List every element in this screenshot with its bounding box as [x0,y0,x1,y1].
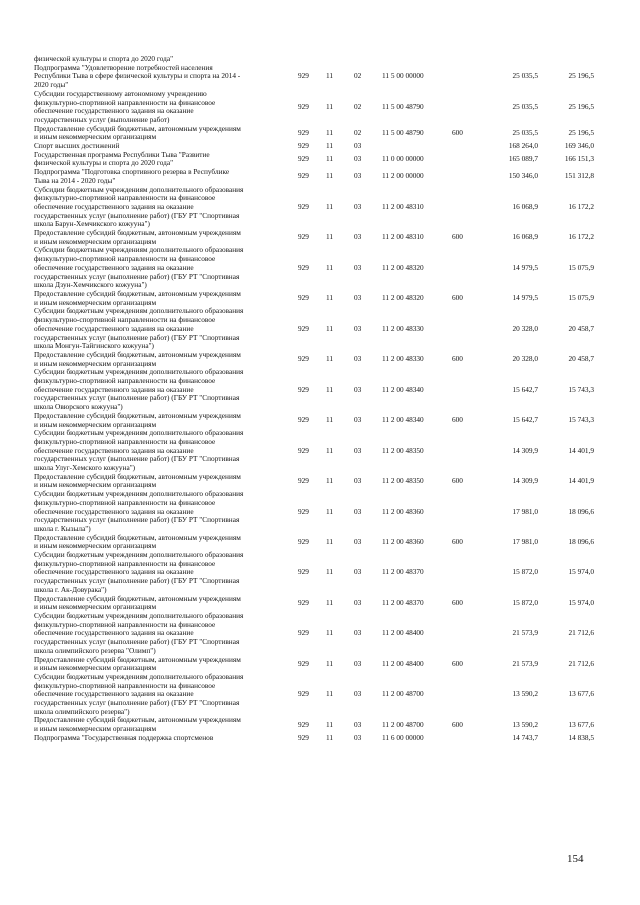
cell-amount-year1: 150 346,0 [508,171,538,181]
cell-grbs: 929 [298,506,309,516]
cell-amount-year1: 21 573,9 [512,628,538,638]
cell-amount-year1: 16 068,9 [512,201,538,211]
cell-section: 11 [326,354,334,364]
cell-amount-year2: 16 172,2 [568,232,594,242]
cell-target-article: 11 2 00 48370 [382,597,424,607]
row-name: Субсидии бюджетным учреждениям дополнительного образования физкультурно-спортивной направленности на финансовое обеспечение государственного задания на оказание государственных услуг (выполнение работ) (ГБУ РТ "Спортивная школа олимпийского резерва") [34,671,244,716]
table-row [34,412,594,429]
table-row [34,307,594,351]
row-name: Предоставление субсидий бюджетным, автономным учреждениям и иным некоммерческим организациям [34,532,241,551]
cell-subsection: 03 [354,445,362,455]
cell-grbs: 929 [298,658,309,668]
cell-amount-year2: 14 401,9 [568,445,594,455]
cell-target-article: 11 2 00 48400 [382,658,424,668]
cell-amount-year2: 20 458,7 [568,354,594,364]
cell-amount-year1: 14 979,5 [512,293,538,303]
cell-subsection: 03 [354,658,362,668]
row-name: Субсидии бюджетным учреждениям дополнительного образования физкультурно-спортивной направленности на финансовое обеспечение государственного задания на оказание государственных услуг (выполнение работ) (ГБУ РТ "Спортивная школа олимпийского резерва "Олимп") [34,611,244,655]
cell-section: 11 [326,127,334,137]
cell-section: 11 [326,506,334,516]
table-row [34,125,594,142]
cell-subsection: 03 [354,689,362,699]
table-row [34,612,594,656]
cell-amount-year2: 15 743,3 [568,415,594,425]
cell-grbs: 929 [298,154,309,164]
row-name: Субсидии бюджетным учреждениям дополнительного образования физкультурно-спортивной направленности на финансовое обеспечение государственного задания на оказание государственных услуг (выполнение работ) (ГБУ РТ "Спортивная школа г. Кызыла") [34,489,244,533]
cell-subsection: 03 [354,415,362,425]
cell-subsection: 03 [354,567,362,577]
row-name: физической культуры и спорта до 2020 года" [34,54,174,63]
row-name: Предоставление субсидий бюджетным, автономным учреждениям и иным некоммерческим организациям [34,654,241,673]
cell-target-article: 11 2 00 48360 [382,537,424,547]
cell-target-article: 11 2 00 48330 [382,323,424,333]
table-row [34,290,594,307]
cell-section: 11 [326,171,334,181]
page-number: 154 [567,853,584,865]
cell-amount-year2: 166 151,3 [564,154,594,164]
cell-grbs: 929 [298,171,309,181]
cell-target-article: 11 2 00 48310 [382,201,424,211]
cell-amount-year1: 20 328,0 [512,323,538,333]
cell-amount-year1: 16 068,9 [512,232,538,242]
cell-amount-year2: 14 838,5 [568,732,594,742]
cell-amount-year1: 20 328,0 [512,354,538,364]
table-row [34,90,594,125]
row-name: Предоставление субсидий бюджетным, автономным учреждениям и иным некоммерческим организациям [34,715,241,734]
cell-amount-year2: 15 075,9 [568,262,594,272]
table-row [34,673,594,717]
cell-grbs: 929 [298,71,309,81]
cell-section: 11 [326,597,334,607]
cell-grbs: 929 [298,689,309,699]
cell-amount-year1: 17 981,0 [512,506,538,516]
cell-section: 11 [326,71,334,81]
cell-amount-year1: 14 979,5 [512,262,538,272]
cell-grbs: 929 [298,445,309,455]
cell-amount-year2: 13 677,6 [568,689,594,699]
cell-grbs: 929 [298,628,309,638]
table-row [34,429,594,473]
table-row [34,490,594,534]
table-row [34,734,594,743]
cell-section: 11 [326,445,334,455]
cell-subsection: 03 [354,476,362,486]
cell-expense-type: 600 [452,415,463,425]
cell-section: 11 [326,415,334,425]
cell-subsection: 03 [354,232,362,242]
cell-subsection: 03 [354,354,362,364]
cell-target-article: 11 2 00 00000 [382,171,424,181]
cell-subsection: 03 [354,597,362,607]
cell-amount-year1: 165 089,7 [508,154,538,164]
row-name: Предоставление субсидий бюджетным, автономным учреждениям и иным некоммерческим организациям [34,471,241,490]
cell-target-article: 11 2 00 48350 [382,476,424,486]
cell-grbs: 929 [298,537,309,547]
table-row [34,716,594,733]
cell-amount-year1: 25 035,5 [512,101,538,111]
cell-amount-year1: 15 642,7 [512,384,538,394]
cell-amount-year1: 168 264,0 [508,141,538,151]
row-name: Предоставление субсидий бюджетным, автономным учреждениям и иным некоммерческим организациям [34,288,241,307]
table-row [34,551,594,595]
cell-amount-year2: 21 712,6 [568,628,594,638]
cell-amount-year2: 15 974,0 [568,597,594,607]
cell-section: 11 [326,537,334,547]
cell-target-article: 11 0 00 00000 [382,154,424,164]
cell-section: 11 [326,658,334,668]
row-name: Субсидии бюджетным учреждениям дополнительного образования физкультурно-спортивной направленности на финансовое обеспечение государственного задания на оказание государственных услуг (выполнение работ) (ГБУ РТ "Спортивная школа Монгун-Тайгинского кожууна") [34,306,244,351]
cell-grbs: 929 [298,201,309,211]
cell-grbs: 929 [298,719,309,729]
cell-subsection: 02 [354,127,362,137]
cell-expense-type: 600 [452,293,463,303]
cell-subsection: 03 [354,719,362,729]
cell-section: 11 [326,201,334,211]
cell-amount-year2: 13 677,6 [568,719,594,729]
row-name: Подпрограмма "Удовлетворение потребностей населения Республики Тыва в сфере физической культуры и спорта на 2014 - 2020 годы" [34,62,241,90]
cell-grbs: 929 [298,232,309,242]
cell-amount-year2: 169 346,0 [564,141,594,151]
table-row [34,229,594,246]
cell-subsection: 03 [354,171,362,181]
cell-expense-type: 600 [452,537,463,547]
row-name: Субсидии бюджетным учреждениям дополнительного образования физкультурно-спортивной направленности на финансовое обеспечение государственного задания на оказание государственных услуг (выполнение работ) (ГБУ РТ "Спортивная школа г. Ак-Довурака") [34,550,244,594]
cell-target-article: 11 5 00 48790 [382,101,424,111]
cell-subsection: 03 [354,323,362,333]
cell-amount-year2: 15 075,9 [568,293,594,303]
cell-target-article: 11 2 00 48370 [382,567,424,577]
cell-amount-year1: 25 035,5 [512,127,538,137]
row-name: Предоставление субсидий бюджетным, автономным учреждениям и иным некоммерческим организациям [34,410,241,429]
cell-target-article: 11 2 00 48340 [382,384,424,394]
cell-section: 11 [326,262,334,272]
cell-amount-year2: 15 974,0 [568,567,594,577]
table-row [34,246,594,290]
cell-amount-year2: 21 712,6 [568,658,594,668]
cell-subsection: 03 [354,732,362,742]
cell-section: 11 [326,141,334,151]
row-name: Государственная программа Республики Тыва "Развитие физической культуры и спорта до 2020 года" [34,149,210,168]
cell-grbs: 929 [298,597,309,607]
cell-subsection: 02 [354,71,362,81]
cell-target-article: 11 2 00 48700 [382,719,424,729]
row-name: Предоставление субсидий бюджетным, автономным учреждениям и иным некоммерческим организациям [34,349,241,368]
cell-grbs: 929 [298,141,309,151]
cell-subsection: 03 [354,628,362,638]
cell-expense-type: 600 [452,476,463,486]
cell-amount-year1: 14 309,9 [512,476,538,486]
cell-subsection: 03 [354,201,362,211]
cell-amount-year2: 16 172,2 [568,201,594,211]
cell-subsection: 03 [354,293,362,303]
cell-amount-year1: 25 035,5 [512,71,538,81]
cell-section: 11 [326,628,334,638]
cell-section: 11 [326,689,334,699]
cell-section: 11 [326,293,334,303]
cell-section: 11 [326,732,334,742]
cell-amount-year1: 15 872,0 [512,567,538,577]
cell-grbs: 929 [298,732,309,742]
cell-amount-year1: 17 981,0 [512,537,538,547]
table-row [34,64,594,90]
cell-amount-year1: 14 309,9 [512,445,538,455]
row-name: Подпрограмма "Государственная поддержка спортсменов [34,732,214,742]
row-name: Субсидии государственному автономному учреждению физкультурно-спортивной направленности на финансовое обеспечение государственного задания на оказание государственных услуг (выполнение работ) [34,88,216,124]
cell-expense-type: 600 [452,127,463,137]
row-name: Субсидии бюджетным учреждениям дополнительного образования физкультурно-спортивной направленности на финансовое обеспечение государственного задания на оказание государственных услуг (выполнение работ) (ГБУ РТ "Спортивная школа Дзун-Хемчикского кожууна") [34,245,244,290]
cell-subsection: 03 [354,141,362,151]
cell-target-article: 11 2 00 48330 [382,354,424,364]
cell-target-article: 11 2 00 48320 [382,293,424,303]
cell-section: 11 [326,232,334,242]
cell-grbs: 929 [298,354,309,364]
cell-section: 11 [326,384,334,394]
table-row [34,656,594,673]
cell-expense-type: 600 [452,658,463,668]
cell-amount-year2: 25 196,5 [568,101,594,111]
budget-table [34,55,594,743]
cell-target-article: 11 2 00 48360 [382,506,424,516]
cell-amount-year2: 25 196,5 [568,71,594,81]
cell-amount-year1: 13 590,2 [512,719,538,729]
cell-expense-type: 600 [452,719,463,729]
cell-grbs: 929 [298,323,309,333]
table-row [34,186,594,230]
cell-amount-year2: 20 458,7 [568,323,594,333]
cell-amount-year2: 18 096,6 [568,537,594,547]
row-name: Подпрограмма "Подготовка спортивного резерва в Республике Тыва на 2014 - 2020 годы" [34,167,230,185]
cell-subsection: 03 [354,537,362,547]
cell-grbs: 929 [298,262,309,272]
cell-amount-year2: 151 312,8 [564,171,594,181]
cell-section: 11 [326,154,334,164]
cell-grbs: 929 [298,127,309,137]
cell-subsection: 03 [354,506,362,516]
cell-amount-year1: 14 743,7 [512,732,538,742]
cell-section: 11 [326,567,334,577]
cell-amount-year1: 15 642,7 [512,415,538,425]
cell-section: 11 [326,101,334,111]
cell-section: 11 [326,323,334,333]
cell-expense-type: 600 [452,597,463,607]
row-name: Предоставление субсидий бюджетным, автономным учреждениям и иным некоммерческим организациям [34,123,241,142]
cell-grbs: 929 [298,415,309,425]
cell-expense-type: 600 [452,232,463,242]
cell-subsection: 03 [354,384,362,394]
cell-amount-year1: 13 590,2 [512,689,538,699]
cell-grbs: 929 [298,567,309,577]
row-name: Спорт высших достижений [34,141,120,151]
row-name: Субсидии бюджетным учреждениям дополнительного образования физкультурно-спортивной направленности на финансовое обеспечение государственного задания на оказание государственных услуг (выполнение работ) (ГБУ РТ "Спортивная школа Барун-Хемчикского кожууна") [34,184,244,229]
cell-target-article: 11 2 00 48320 [382,262,424,272]
table-row [34,151,594,168]
cell-target-article: 11 5 00 48790 [382,127,424,137]
table-row [34,473,594,490]
cell-amount-year2: 18 096,6 [568,506,594,516]
cell-amount-year2: 14 401,9 [568,476,594,486]
cell-subsection: 02 [354,101,362,111]
cell-target-article: 11 2 00 48310 [382,232,424,242]
row-name: Субсидии бюджетным учреждениям дополнительного образования физкультурно-спортивной направленности на финансовое обеспечение государственного задания на оказание государственных услуг (выполнение работ) (ГБУ РТ "Спортивная школа Улуг-Хемского кожууна") [34,428,244,473]
cell-amount-year1: 21 573,9 [512,658,538,668]
cell-subsection: 03 [354,154,362,164]
cell-grbs: 929 [298,476,309,486]
cell-grbs: 929 [298,384,309,394]
cell-subsection: 03 [354,262,362,272]
table-row [34,534,594,551]
cell-target-article: 11 2 00 48700 [382,689,424,699]
cell-target-article: 11 2 00 48400 [382,628,424,638]
cell-amount-year2: 25 196,5 [568,127,594,137]
row-name: Предоставление субсидий бюджетным, автономным учреждениям и иным некоммерческим организациям [34,593,241,612]
cell-expense-type: 600 [452,354,463,364]
cell-target-article: 11 5 00 00000 [382,71,424,81]
row-name: Предоставление субсидий бюджетным, автономным учреждениям и иным некоммерческим организациям [34,228,241,246]
table-row [34,595,594,612]
cell-grbs: 929 [298,293,309,303]
cell-target-article: 11 2 00 48350 [382,445,424,455]
cell-amount-year2: 15 743,3 [568,384,594,394]
table-row [34,168,594,185]
cell-amount-year1: 15 872,0 [512,597,538,607]
cell-section: 11 [326,719,334,729]
cell-target-article: 11 2 00 48340 [382,415,424,425]
cell-section: 11 [326,476,334,486]
table-row [34,351,594,368]
cell-target-article: 11 6 00 00000 [382,732,424,742]
table-row [34,368,594,412]
cell-grbs: 929 [298,101,309,111]
row-name: Субсидии бюджетным учреждениям дополнительного образования физкультурно-спортивной направленности на финансовое обеспечение государственного задания на оказание государственных услуг (выполнение работ) (ГБУ РТ "Спортивная школа Овюрского кожууна") [34,367,244,412]
